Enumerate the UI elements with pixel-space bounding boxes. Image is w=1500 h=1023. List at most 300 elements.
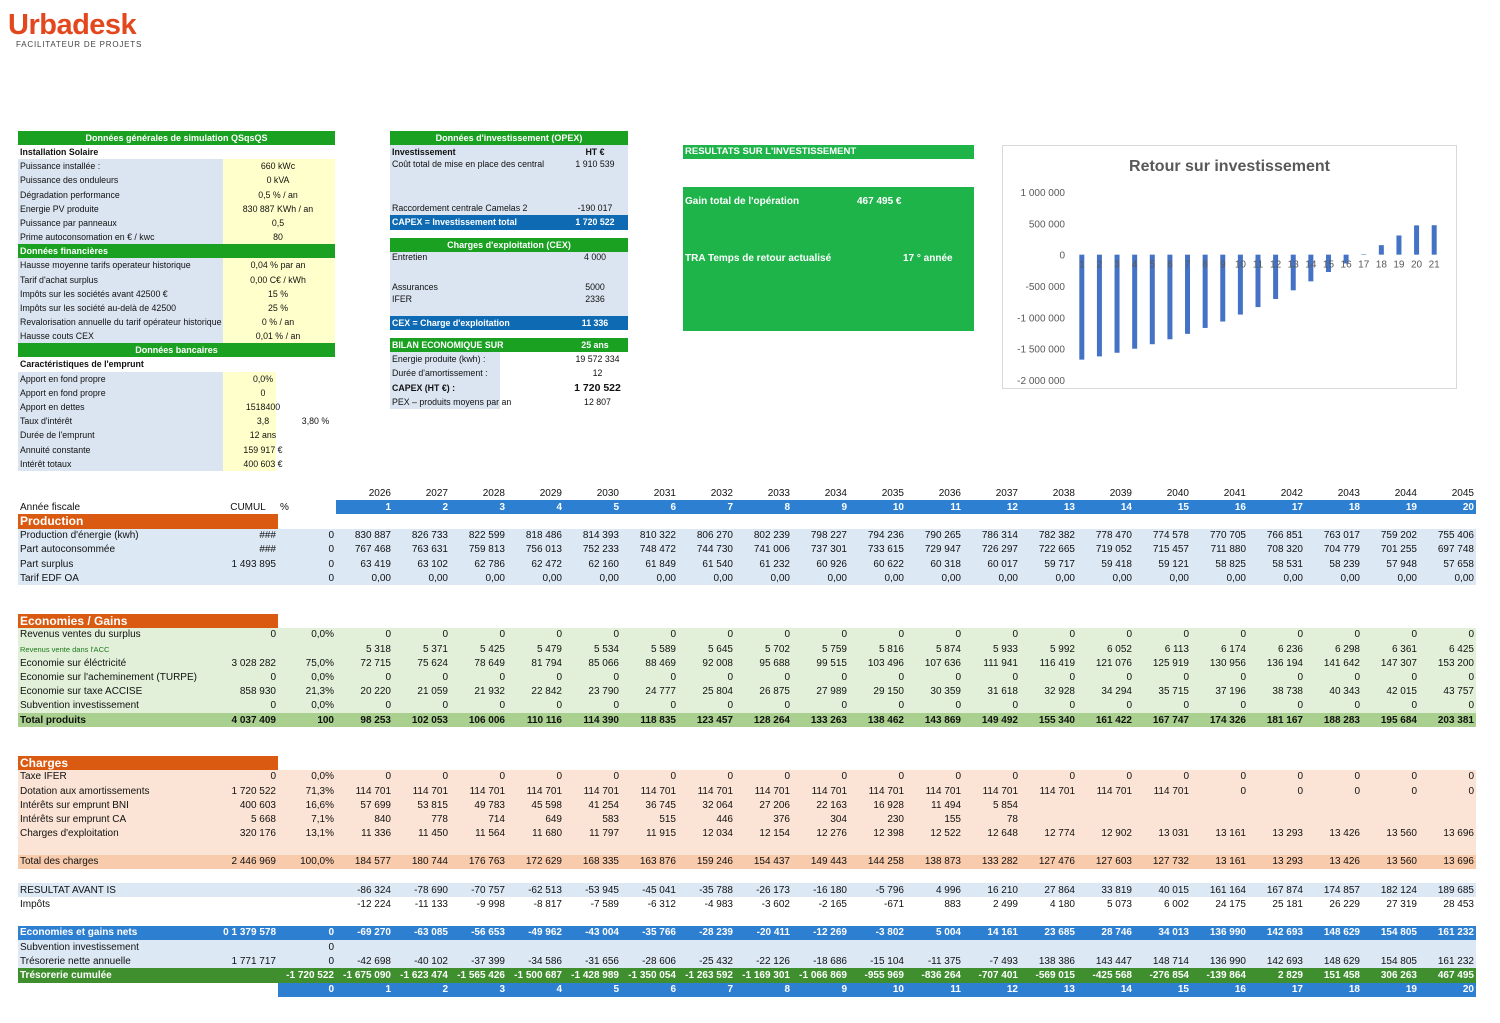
row-label: RESULTAT AVANT IS [18,883,218,897]
row-value: 133 282 [963,855,1020,869]
tra-label: TRA Temps de retour actualisé [685,253,832,264]
row-value: 155 [906,812,963,826]
table-cell [906,841,963,855]
row-value: 0,00 [849,571,906,585]
table-cell [278,741,336,755]
row-value: 13 293 [1248,855,1305,869]
year-cell: 2038 [1052,487,1075,499]
table-cell [393,912,450,926]
table-cell [792,514,849,528]
index-cell: 7 [678,983,735,997]
row-value: 57 948 [1362,557,1419,571]
table-cell [1020,756,1077,770]
row-value: 6 002 [1163,899,1189,911]
table-cell [450,727,507,741]
row-value: 818 486 [507,529,564,543]
row-value [678,940,735,954]
row-value: 763 017 [1305,529,1362,543]
invest-cost-value: 1 910 539 [575,159,615,170]
table-cell [564,514,621,528]
table-cell [1077,841,1134,855]
financial-row [18,287,335,301]
table-cell [849,912,906,926]
row-value: 114 701 [450,784,507,798]
row-value: 883 [944,899,961,911]
table-cell [336,727,393,741]
row-cumul: 0 [218,770,278,784]
cex-ifer-value: 2336 [585,293,605,304]
table-cell [1020,912,1077,926]
table-cell [1362,912,1419,926]
row-value: 0,00 [1419,571,1476,585]
financial-row [18,329,335,343]
row-value: 27 206 [735,798,792,812]
row-value: 0 [621,670,678,684]
row-value: 24 777 [621,685,678,699]
table-cell [450,600,507,614]
table-cell [963,514,1020,528]
table-cell [18,869,218,883]
spacer-row [18,869,1476,883]
row-label: Economie sur l'acheminement (TURPE) [18,670,218,684]
row-value: 0 [678,699,735,713]
row-value: 782 382 [1020,529,1077,543]
investment-col2: HT € [585,147,605,157]
row-cumul: 2 446 969 [218,855,278,869]
row-value: -1 623 474 [393,968,450,982]
general-value: 0,5 % / an [258,189,298,200]
row-value [792,940,849,954]
row-value: 144 258 [849,855,906,869]
row-value: 58 531 [1248,557,1305,571]
bank-label: Intérêt totaux [20,458,72,469]
table-cell [393,756,450,770]
x-tick-label: 20 [1411,259,1423,271]
row-value: 63 102 [393,557,450,571]
row-value [1419,798,1476,812]
row-value: 78 [963,812,1020,826]
table-cell [735,600,792,614]
table-cell [278,600,336,614]
row-value: 5 073 [1106,899,1132,911]
row-value: 28 453 [1443,899,1474,911]
row-value: 114 701 [678,784,735,798]
row-value: 60 318 [906,557,963,571]
financial-value: 0,04 % par an [250,260,306,271]
row-value: 13 696 [1419,827,1476,841]
row-value: 189 685 [1419,883,1476,897]
row-value: 778 [393,812,450,826]
row-value: -20 411 [735,926,792,940]
table-cell [1305,600,1362,614]
index-cell: 12 [963,500,1020,514]
row-value: 11 336 [336,827,393,841]
row-value: 715 457 [1134,543,1191,557]
row-value: 0 [849,628,906,642]
table-cell [1191,727,1248,741]
capex-value: 1 720 522 [575,217,615,228]
row-value: 0 [792,699,849,713]
row-value: 33 819 [1077,883,1134,897]
table-cell [18,741,218,755]
row-value: 0 [1362,784,1419,798]
table-cell [278,727,336,741]
row-value [1248,940,1305,954]
subvention-row [18,940,1476,954]
row-value: 28 746 [1077,926,1134,940]
row-value [1020,940,1077,954]
table-cell [1362,727,1419,741]
row-value: 12 276 [792,827,849,841]
table-cell [621,600,678,614]
row-value: 0 [1134,699,1191,713]
table-cell [1305,912,1362,926]
table-cell [735,585,792,599]
row-value: 6 361 [1362,642,1419,656]
index-cell: 8 [735,500,792,514]
row-pct: 21,3% [278,685,336,699]
row-pct: 0,0% [278,770,336,784]
table-cell [450,912,507,926]
row-value: 13 696 [1419,855,1476,869]
table-cell [1248,585,1305,599]
row-value: -9 998 [476,899,505,911]
table-cell [336,912,393,926]
row-value: -5 796 [849,883,906,897]
row-value: 0 [393,670,450,684]
row-value: 0 [1362,770,1419,784]
row-value: -6 312 [647,899,676,911]
general-row [18,188,335,202]
row-value: 148 629 [1305,954,1362,968]
row-value: 61 849 [621,557,678,571]
table-cell [792,869,849,883]
row-cumul: 5 668 [218,812,278,826]
table-cell [1134,585,1191,599]
row-value: 0,00 [792,571,849,585]
index-cell: 2 [393,983,450,997]
row-value: 6 425 [1419,642,1476,656]
table-cell [1362,600,1419,614]
row-value: 830 887 [336,529,393,543]
year-cell: 2032 [710,487,733,499]
cashflow-table [18,486,1476,997]
row-value: 114 701 [1020,784,1077,798]
x-tick-label: 14 [1305,259,1317,271]
table-cell [1134,912,1191,926]
index-cell: 20 [1419,500,1476,514]
table-cell [1419,912,1476,926]
row-value: 58 825 [1191,557,1248,571]
row-value: -62 513 [507,883,564,897]
table-cell [564,869,621,883]
year-cell: 2029 [539,487,562,499]
y-tick-label: -1 500 000 [1017,344,1065,356]
bank-section-label: Caractéristiques de l'emprunt [20,359,144,370]
row-value: 130 956 [1191,656,1248,670]
row-value: 0 [1191,770,1248,784]
resultat-row [18,883,1476,897]
row-value: 21 932 [450,685,507,699]
chart-bar [1432,225,1437,254]
x-tick-label: 7 [1184,259,1191,271]
table-cell [1362,741,1419,755]
x-tick-label: 2 [1096,259,1103,271]
results-title-bar [683,145,974,159]
row-value: 138 873 [906,855,963,869]
table-cell [507,727,564,741]
row-value: 141 642 [1305,656,1362,670]
table-cell [849,585,906,599]
bilan-value: 12 807 [584,396,611,407]
row-value: 92 008 [678,656,735,670]
x-tick-label: 15 [1322,259,1335,271]
table-cell [735,614,792,628]
row-value: 53 815 [393,798,450,812]
row-value: 714 [450,812,507,826]
roi-chart [1002,145,1457,389]
table-cell [507,600,564,614]
table-cell [507,585,564,599]
table-cell [564,741,621,755]
row-value: 22 163 [792,798,849,812]
index-cell: 4 [507,983,564,997]
row-value: 114 701 [336,784,393,798]
row-value: 61 540 [678,557,735,571]
table-cell [621,869,678,883]
index-row [18,500,1476,514]
row-value: -86 324 [336,883,393,897]
table-cell [1419,841,1476,855]
row-cumul: 3 028 282 [218,656,278,670]
table-cell [218,841,278,855]
row-label: Intérêts sur emprunt CA [18,812,218,826]
row-value: 752 233 [564,543,621,557]
row-value: 5 645 [678,642,735,656]
row-value: 30 359 [906,685,963,699]
row-value [1077,812,1134,826]
row-value: 14 161 [963,926,1020,940]
row-value: 11 797 [564,827,621,841]
table-cell [218,600,278,614]
table-cell [1305,756,1362,770]
row-value: 0 [1248,784,1305,798]
total-charges-row [18,855,1476,869]
row-value: -35 766 [621,926,678,940]
economies-row [18,685,1476,699]
table-cell [278,756,336,770]
row-value: 0,00 [1077,571,1134,585]
index-cell: 19 [1362,983,1419,997]
row-value: 81 794 [507,656,564,670]
invest-raccord-label: Raccordement centrale Camelas 2 [392,203,528,214]
row-value: 0 [1077,699,1134,713]
row-value: 0 [621,770,678,784]
table-cell [792,600,849,614]
table-cell [1191,614,1248,628]
row-value: 0 [1362,699,1419,713]
row-value: 0 [1134,770,1191,784]
row-value: 168 335 [564,855,621,869]
table-cell [621,756,678,770]
row-value: 5 318 [336,642,393,656]
table-cell [1077,727,1134,741]
bank-label: Apport en fond propre [20,387,106,398]
table-cell [849,869,906,883]
table-cell [1419,614,1476,628]
table-cell [450,756,507,770]
year-cell: 2030 [596,487,619,499]
row-value: -12 269 [792,926,849,940]
row-value: 154 437 [735,855,792,869]
row-value: 0 [1305,628,1362,642]
cex-entretien-value: 4 000 [583,251,606,262]
row-value: 0 [1362,628,1419,642]
row-cumul [218,897,278,911]
table-cell [1362,514,1419,528]
bank-label: Apport en dettes [20,402,85,412]
table-cell [849,756,906,770]
chart-bar [1414,225,1419,254]
table-cell [1134,741,1191,755]
table-cell [278,614,336,628]
row-value: -18 686 [792,954,849,968]
row-value: 32 064 [678,798,735,812]
table-cell [1134,756,1191,770]
row-value: -63 085 [393,926,450,940]
row-value: 0 [336,699,393,713]
row-value [507,940,564,954]
row-pct: 0 [278,529,336,543]
row-cumul: 1 771 717 [218,954,278,968]
table-cell [621,514,678,528]
row-value: -4 983 [704,899,733,911]
bank-value: 400 603 € [243,458,283,469]
financial-label: Hausse couts CEX [20,331,94,342]
table-cell [1248,727,1305,741]
row-value: 230 [849,812,906,826]
row-value: 172 629 [507,855,564,869]
row-value: -8 817 [533,899,562,911]
index-cell: 16 [1191,500,1248,514]
table-cell [1077,756,1134,770]
index-cell: 3 [450,500,507,514]
table-cell [735,727,792,741]
row-value: -1 428 989 [564,968,621,982]
index-cell: 1 [336,983,393,997]
row-value: 35 715 [1134,685,1191,699]
row-value: 741 006 [735,543,792,557]
row-value: 0 [1191,670,1248,684]
row-value: 5 759 [792,642,849,656]
table-cell [393,600,450,614]
row-label: Taxe IFER [18,770,218,784]
general-data-title: Données générales de simulation QSqsQS [18,131,335,145]
table-cell [678,869,735,883]
row-value: 5 479 [507,642,564,656]
row-value: -1 169 301 [735,968,792,982]
row-value: 711 880 [1191,543,1248,557]
year-cell: 2043 [1337,487,1360,499]
x-tick-label: 5 [1149,259,1156,271]
row-value: 0 [621,628,678,642]
row-cumul [218,940,278,954]
economies-row [18,628,1476,642]
general-label: Puissance par panneaux [20,217,117,228]
row-value: 806 270 [678,529,735,543]
invest-raccord-value: -190 017 [577,203,613,214]
table-cell [507,841,564,855]
row-value: 0 [906,670,963,684]
row-value: 103 496 [849,656,906,670]
table-cell [906,869,963,883]
row-value [1362,940,1419,954]
row-value: 770 705 [1191,529,1248,543]
row-value: 0 [507,699,564,713]
table-cell [507,614,564,628]
row-value: 27 864 [1020,883,1077,897]
row-value: 37 196 [1191,685,1248,699]
row-value: 0 [1191,699,1248,713]
row-value: 0,00 [1362,571,1419,585]
row-value: 118 835 [621,713,678,727]
table-cell [963,585,1020,599]
row-value: 0,00 [735,571,792,585]
row-value: 11 680 [507,827,564,841]
row-value: 63 419 [336,557,393,571]
table-cell [336,869,393,883]
x-tick-label: 12 [1270,259,1282,271]
gain-label: Gain total de l'opération [685,196,800,207]
table-cell [735,756,792,770]
row-value: 59 121 [1134,557,1191,571]
table-cell [735,869,792,883]
cex-assurances-value: 5000 [585,281,605,292]
general-row [18,216,335,230]
row-cumul: 320 176 [218,827,278,841]
table-cell [1191,741,1248,755]
row-value: 0 [906,699,963,713]
table-cell [450,869,507,883]
row-value [1077,940,1134,954]
row-value [906,940,963,954]
row-value: 12 774 [1020,827,1077,841]
row-value: 5 702 [735,642,792,656]
table-cell [1248,600,1305,614]
bank-row [18,428,335,442]
row-value: 306 263 [1362,968,1419,982]
row-pct: 71,3% [278,784,336,798]
row-value: 6 052 [1077,642,1134,656]
index-cell: 7 [678,500,735,514]
row-value: 0 [849,670,906,684]
row-value [1248,812,1305,826]
row-value: 149 492 [963,713,1020,727]
row-value: 0 [1077,670,1134,684]
table-cell [1362,756,1419,770]
row-value [621,940,678,954]
table-cell [450,741,507,755]
general-label: Puissance installée : [20,161,101,172]
row-value: 13 426 [1305,827,1362,841]
row-value: 136 990 [1191,954,1248,968]
roi-chart-svg [1003,180,1458,390]
table-cell [792,912,849,926]
row-value: 180 744 [393,855,450,869]
financial-value: 15 % [267,288,289,299]
row-value: 697 748 [1419,543,1476,557]
index-cell: 11 [906,500,963,514]
